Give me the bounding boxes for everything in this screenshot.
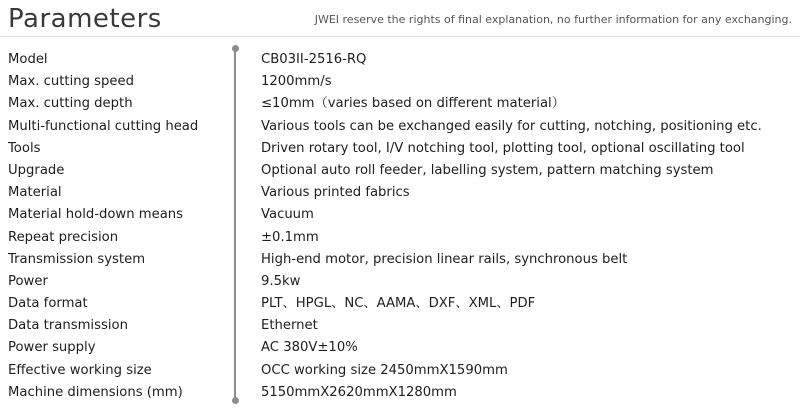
param-value: Various printed fabrics (261, 185, 410, 201)
param-value: PLT、HPGL、NC、AAMA、DXF、XML、PDF (261, 296, 536, 312)
page-title: Parameters (8, 4, 162, 34)
param-value: ≤10mm（varies based on different material） (261, 96, 565, 112)
param-value: 9.5kw (261, 273, 301, 289)
param-value: CB03II-2516-RQ (261, 52, 367, 67)
param-label: Max. cutting speed (8, 74, 135, 90)
param-row-tools (0, 138, 800, 160)
param-label: Material (8, 185, 62, 201)
param-label: Effective working size (8, 362, 152, 378)
param-value: Vacuum (261, 207, 314, 223)
param-label: Transmission system (8, 251, 146, 267)
param-label: Repeat precision (8, 229, 119, 245)
param-row-repeat-precision (0, 227, 800, 249)
param-row-machine-dimensions (0, 382, 800, 404)
param-value: OCC working size 2450mmX1590mm (261, 362, 508, 378)
param-label: Multi-functional cutting head (8, 118, 199, 134)
param-value: AC 380V±10% (261, 340, 358, 356)
param-row-data-format (0, 293, 800, 315)
param-label: Power supply (8, 340, 96, 356)
param-value: Driven rotary tool, I/V notching tool, plotting tool, optional oscillating tool (261, 140, 745, 156)
disclaimer-text: JWEI reserve the rights of final explanation, no further information for any exchanging. (314, 13, 792, 26)
param-row-upgrade (0, 160, 800, 182)
param-label: Power (8, 273, 48, 289)
param-row-model (0, 49, 800, 71)
param-label: Machine dimensions (mm) (8, 384, 183, 400)
param-value: Optional auto roll feeder, labelling system, pattern matching system (261, 162, 714, 178)
param-label: Data format (8, 296, 88, 312)
param-row-power (0, 271, 800, 293)
header (8, 3, 794, 35)
header-divider (0, 36, 800, 37)
param-value: 1200mm/s (261, 74, 332, 90)
param-row-max-cutting-speed (0, 71, 800, 93)
param-label: Tools (8, 140, 41, 156)
param-label: Model (8, 52, 48, 67)
parameters-table (0, 49, 800, 404)
param-row-data-transmission (0, 315, 800, 337)
param-label: Material hold-down means (8, 207, 184, 223)
param-label: Data transmission (8, 318, 128, 334)
param-value: Ethernet (261, 318, 318, 334)
param-row-transmission (0, 249, 800, 271)
param-row-hold-down (0, 204, 800, 226)
param-value: Various tools can be exchanged easily for cutting, notching, positioning etc. (261, 118, 762, 134)
param-row-material (0, 182, 800, 204)
param-value: 5150mmX2620mmX1280mm (261, 384, 457, 400)
param-label: Max. cutting depth (8, 96, 133, 112)
param-row-power-supply (0, 337, 800, 359)
param-row-cutting-head (0, 116, 800, 138)
param-value: ±0.1mm (261, 229, 319, 245)
param-value: High-end motor, precision linear rails, synchronous belt (261, 251, 628, 267)
param-row-max-cutting-depth (0, 93, 800, 115)
param-label: Upgrade (8, 162, 65, 178)
param-row-working-size (0, 360, 800, 382)
